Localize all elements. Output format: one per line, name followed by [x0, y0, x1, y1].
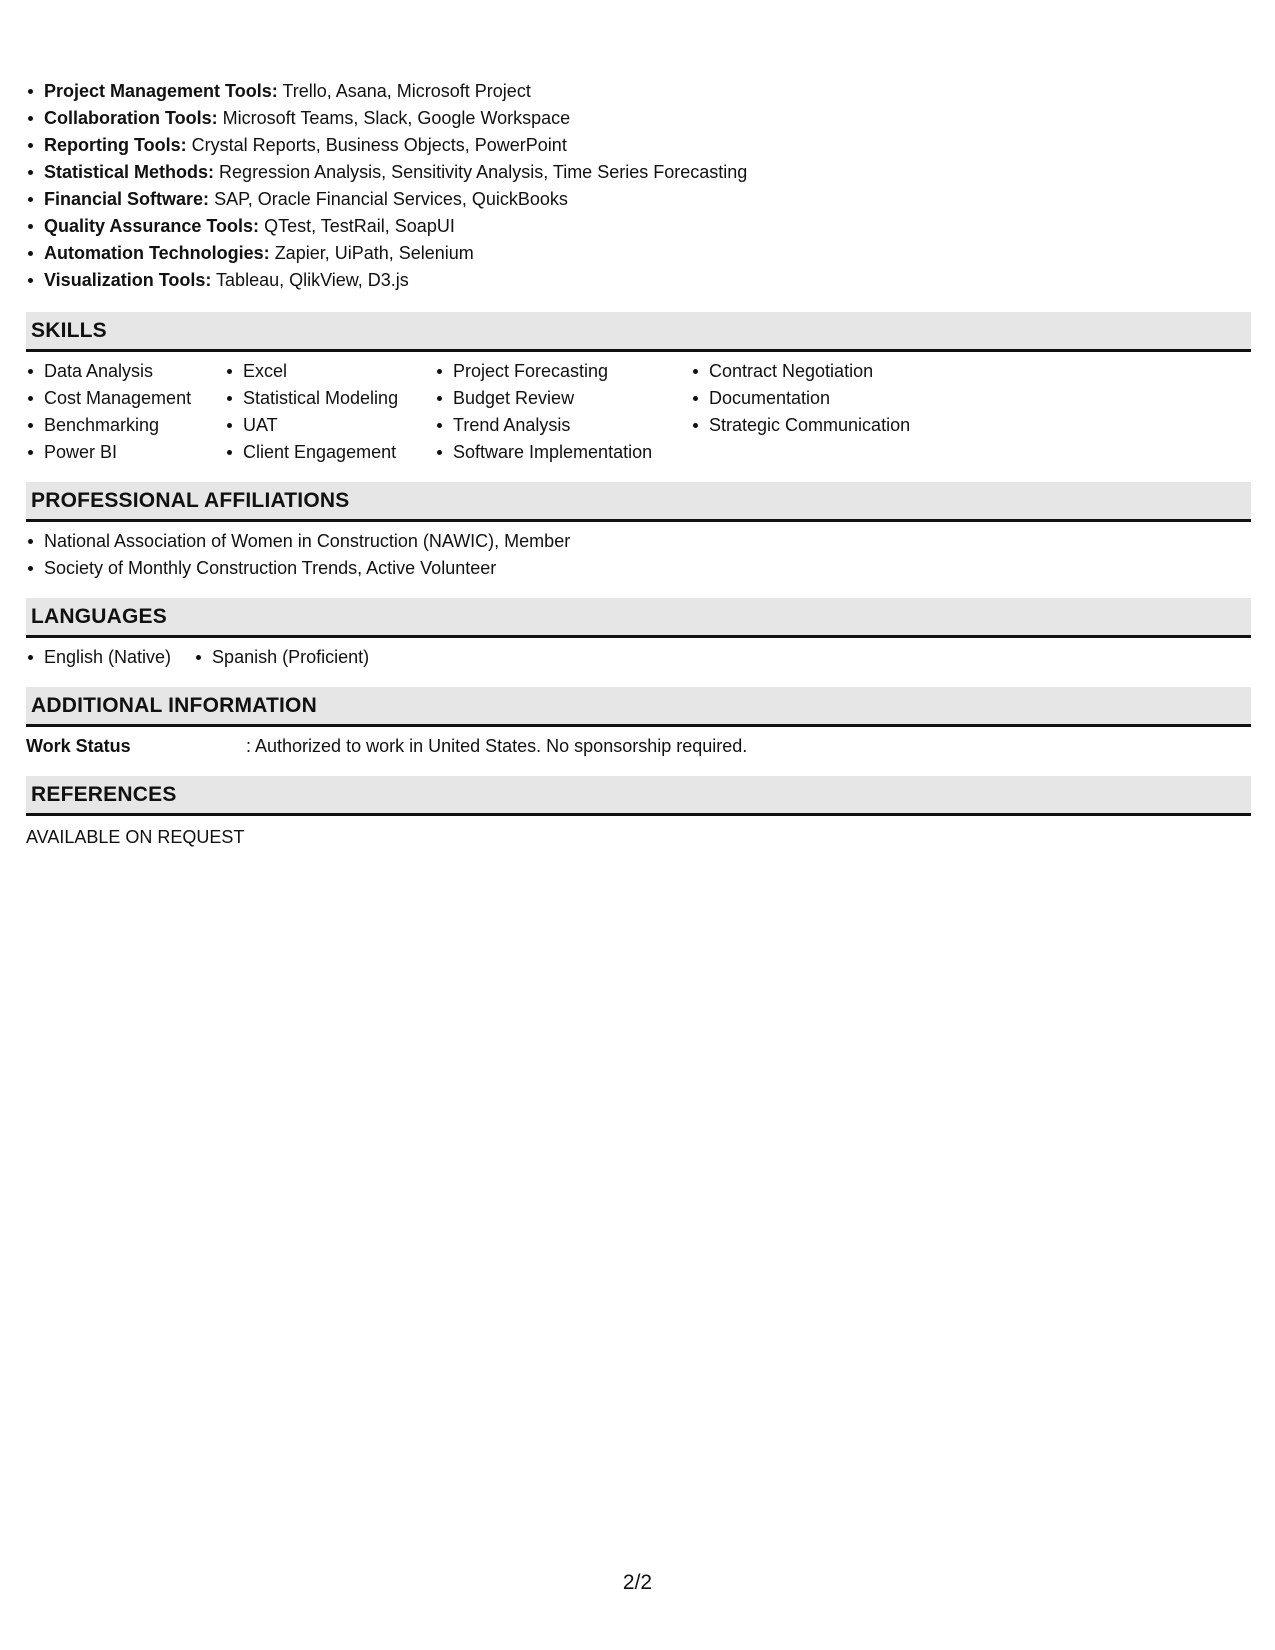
skills-column — [26, 358, 225, 466]
language-item: English (Native) — [26, 644, 171, 671]
skill-item: Software Implementation — [435, 439, 691, 466]
language-item: Spanish (Proficient) — [194, 644, 369, 671]
skill-item: Trend Analysis — [435, 412, 691, 439]
skill-item: Documentation — [691, 385, 991, 412]
skill-item: Benchmarking — [26, 412, 225, 439]
tool-value: Crystal Reports, Business Objects, PowerPoint — [191, 135, 567, 155]
tool-value: Trello, Asana, Microsoft Project — [282, 81, 531, 101]
skills-column — [225, 358, 435, 466]
list-item — [26, 132, 1251, 159]
work-status-value: : Authorized to work in United States. No sponsorship required. — [246, 736, 748, 756]
tool-label: Reporting Tools: — [44, 135, 187, 155]
additional-info-section-title: ADDITIONAL INFORMATION — [26, 687, 1251, 727]
skill-item: Contract Negotiation — [691, 358, 991, 385]
tool-value: SAP, Oracle Financial Services, QuickBooks — [214, 189, 568, 209]
list-item — [26, 240, 1251, 267]
affiliations-list — [26, 528, 1251, 582]
tool-label: Statistical Methods: — [44, 162, 215, 182]
languages-list — [26, 644, 1251, 671]
resume-page — [26, 78, 1251, 851]
tool-label: Financial Software: — [44, 189, 210, 209]
skill-item: Project Forecasting — [435, 358, 691, 385]
tool-value: Tableau, QlikView, D3.js — [216, 270, 409, 290]
references-section-title: REFERENCES — [26, 776, 1251, 816]
page-number: 2/2 — [622, 1571, 653, 1594]
skills-column — [691, 358, 991, 466]
tool-label: Visualization Tools: — [44, 270, 212, 290]
work-status-label: Work Status — [26, 736, 131, 756]
skill-item: Client Engagement — [225, 439, 435, 466]
skills-grid — [26, 358, 1251, 466]
list-item — [26, 267, 1251, 294]
list-item: Society of Monthly Construction Trends, Active Volunteer — [26, 555, 1251, 582]
tool-value: QTest, TestRail, SoapUI — [264, 216, 455, 236]
work-status-row — [26, 733, 1251, 760]
skill-item: Statistical Modeling — [225, 385, 435, 412]
tool-label: Quality Assurance Tools: — [44, 216, 260, 236]
skills-section-title: SKILLS — [26, 312, 1251, 352]
languages-section-title: LANGUAGES — [26, 598, 1251, 638]
skill-item: Data Analysis — [26, 358, 225, 385]
skills-column — [435, 358, 691, 466]
skill-item: UAT — [225, 412, 435, 439]
skill-item: Cost Management — [26, 385, 225, 412]
skill-item: Budget Review — [435, 385, 691, 412]
affiliations-section-title: PROFESSIONAL AFFILIATIONS — [26, 482, 1251, 522]
tools-list — [26, 78, 1251, 294]
tool-value: Microsoft Teams, Slack, Google Workspace — [222, 108, 571, 128]
list-item — [26, 78, 1251, 105]
tool-label: Project Management Tools: — [44, 81, 278, 101]
tool-label: Automation Technologies: — [44, 243, 270, 263]
list-item — [26, 186, 1251, 213]
skill-item: Excel — [225, 358, 435, 385]
list-item: National Association of Women in Construction (NAWIC), Member — [26, 528, 1251, 555]
references-text: AVAILABLE ON REQUEST — [26, 827, 245, 847]
list-item — [26, 105, 1251, 132]
skill-item: Strategic Communication — [691, 412, 991, 439]
tool-value: Zapier, UiPath, Selenium — [274, 243, 474, 263]
list-item — [26, 213, 1251, 240]
list-item — [26, 159, 1251, 186]
tool-label: Collaboration Tools: — [44, 108, 218, 128]
tool-value: Regression Analysis, Sensitivity Analysis, Time Series Forecasting — [219, 162, 748, 182]
skill-item: Power BI — [26, 439, 225, 466]
